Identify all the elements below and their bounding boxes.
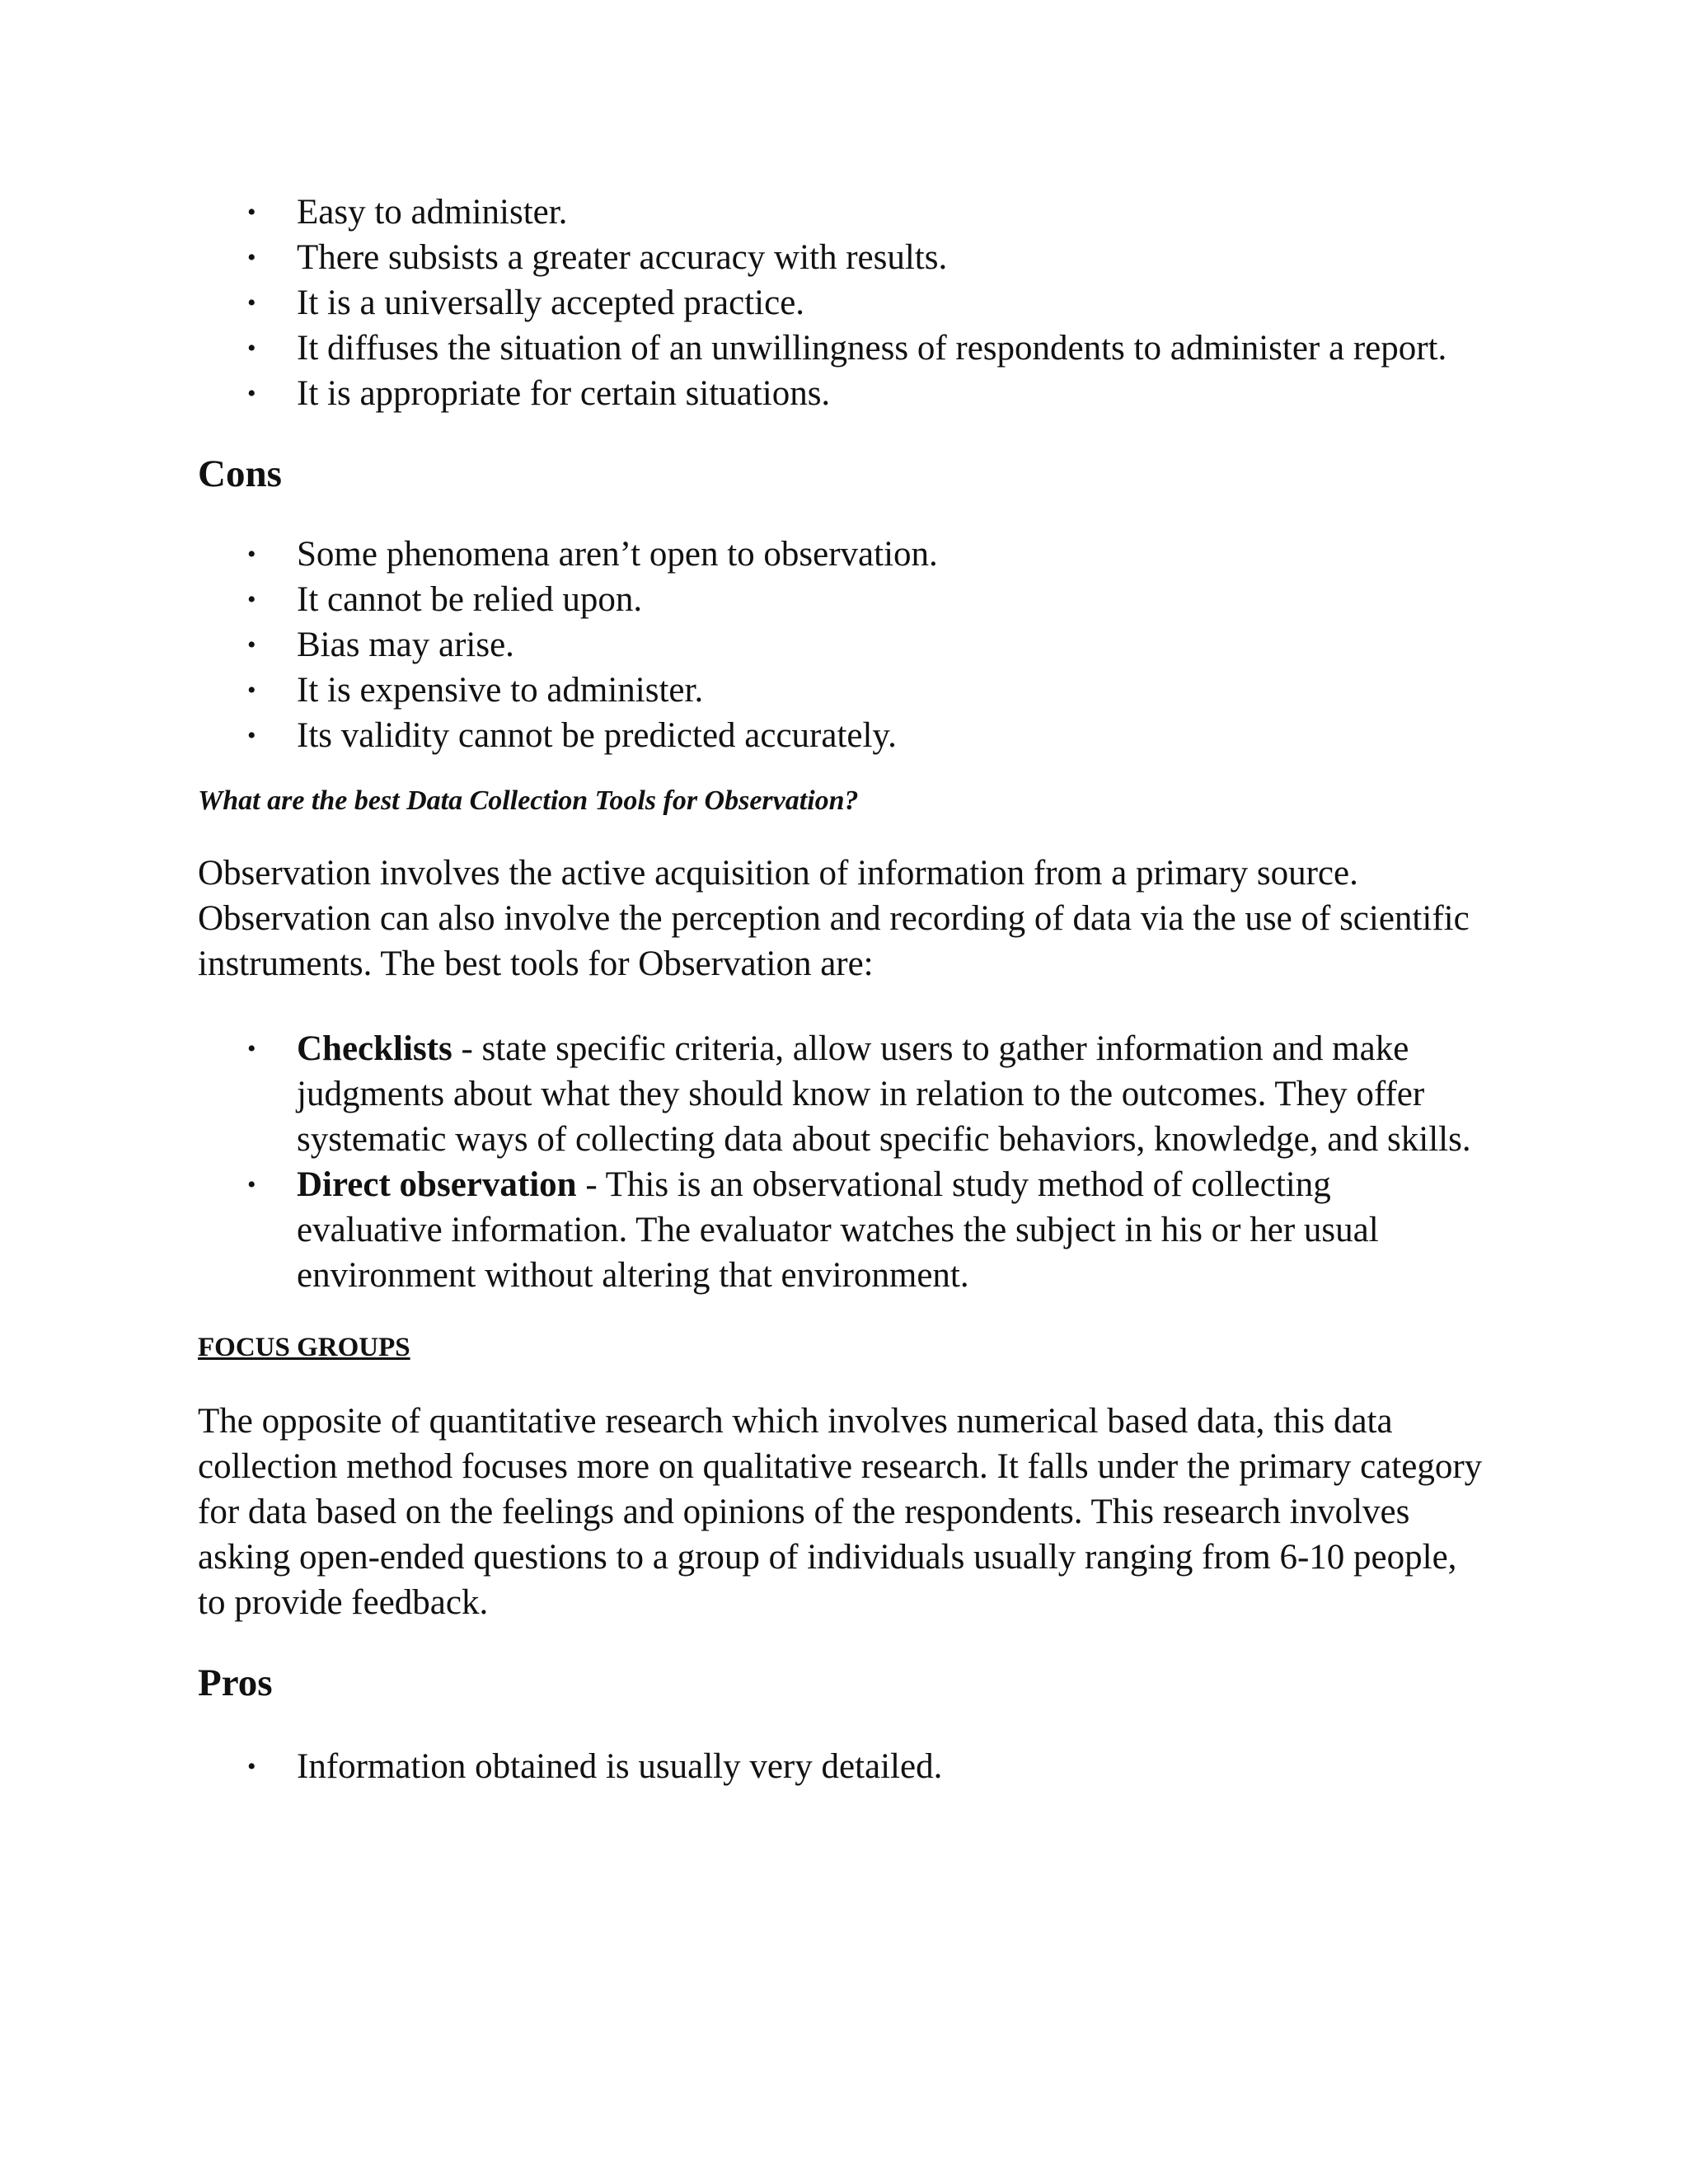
pros-heading: Pros xyxy=(198,1661,273,1704)
tool-term: Direct observation xyxy=(297,1165,577,1204)
list-item: • It cannot be relied upon. xyxy=(198,577,1484,622)
observation-tools-heading: What are the best Data Collection Tools for Observation? xyxy=(198,785,859,816)
bullet-icon: • xyxy=(247,677,256,704)
cons-list xyxy=(198,532,1484,758)
list-item: • It is appropriate for certain situations. xyxy=(198,371,1484,416)
focus-groups-paragraph: The opposite of quantitative research which involves numerical based data, this data collection method focuses more on qualitative research. It falls under the primary category for data based on the feelings and opinions of the respondents. This research involves asking open-ended questions to a group of individuals usually ranging from 6-10 people, to provide feedback. xyxy=(198,1402,1483,1622)
tool-term: Checklists xyxy=(297,1029,452,1068)
list-item: • Some phenomena aren’t open to observation. xyxy=(198,532,1484,577)
bullet-icon: • xyxy=(247,631,256,658)
bullet-icon: • xyxy=(247,380,256,407)
bullet-icon: • xyxy=(247,289,256,316)
document-page xyxy=(198,190,1484,1789)
bullet-icon: • xyxy=(247,1035,256,1062)
tool-description: - This is an observational study method of collecting evaluative information. The evaluator watches the subject in his or her usual environment without altering that environment. xyxy=(297,1165,1379,1295)
tools-list xyxy=(198,1026,1484,1298)
bullet-icon: • xyxy=(247,335,256,362)
list-item: • Its validity cannot be predicted accurately. xyxy=(198,713,1484,758)
observation-paragraph: Observation involves the active acquisition of information from a primary source. Observation can also involve the perception and recording of data via the use of scientific instruments. The best tools for Observation are: xyxy=(198,854,1470,983)
bullet-icon: • xyxy=(247,586,256,613)
bullet-icon: • xyxy=(247,541,256,568)
bullet-icon: • xyxy=(247,722,256,749)
pros-list-focus-groups xyxy=(198,1744,1484,1789)
bullet-icon: • xyxy=(247,1171,256,1198)
pros-list-observation xyxy=(198,190,1484,416)
bullet-icon: • xyxy=(247,244,256,271)
list-item: • Easy to administer. xyxy=(198,190,1484,235)
list-item xyxy=(198,1026,1484,1162)
list-item: • Information obtained is usually very detailed. xyxy=(198,1744,1484,1789)
list-item xyxy=(198,1162,1484,1298)
list-item: • There subsists a greater accuracy with results. xyxy=(198,235,1484,280)
list-item: • It is expensive to administer. xyxy=(198,668,1484,713)
list-item: • It is a universally accepted practice. xyxy=(198,280,1484,326)
focus-groups-heading: FOCUS GROUPS xyxy=(198,1333,410,1362)
list-item: • Bias may arise. xyxy=(198,622,1484,668)
tool-description: - state specific criteria, allow users to gather information and make judgments about what they should know in relation to the outcomes. They offer systematic ways of collecting data about specific behaviors, knowledge, and skills. xyxy=(297,1029,1471,1159)
bullet-icon: • xyxy=(247,199,256,226)
bullet-icon: • xyxy=(247,1753,256,1780)
cons-heading: Cons xyxy=(198,452,282,495)
list-item: • It diffuses the situation of an unwillingness of respondents to administer a report. xyxy=(198,326,1484,371)
